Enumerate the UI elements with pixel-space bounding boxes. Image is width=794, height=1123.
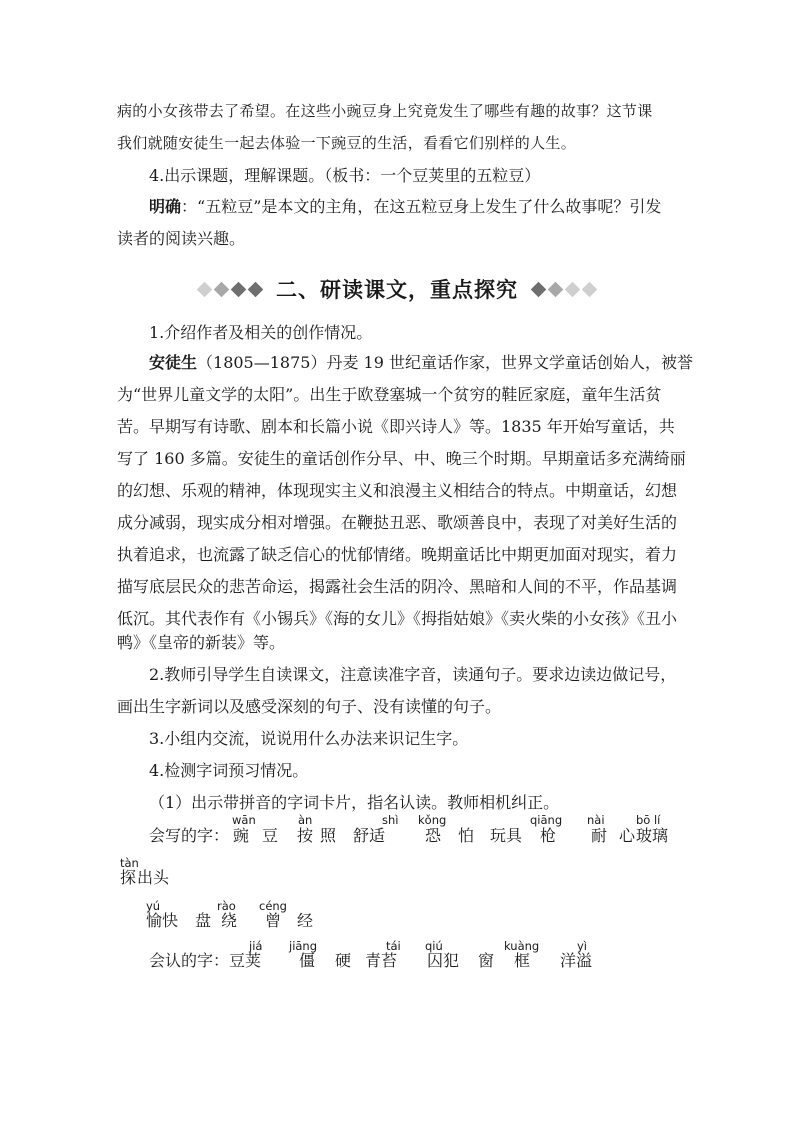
- clarify-line-1: [149, 196, 661, 218]
- pinyin-qiu: qiú: [425, 939, 443, 953]
- item-2-line-2: 画出生字新词以及感受深刻的句子、没有读懂的句子。: [117, 697, 502, 716]
- intro-item-4: 4.出示课题，理解课题。（板书：一个豆荚里的五粒豆）: [149, 166, 541, 185]
- bio-line-6: 成分减弱，现实成分相对增强。在鞭挞丑恶、歌颂善良中，表现了对美好生活的: [117, 513, 678, 532]
- bio-line-9: 低沉。其代表作有《小锡兵》《海的女儿》《拇指姑娘》《卖火柴的小女孩》《丑小: [117, 609, 678, 628]
- char-xin: 心: [619, 826, 636, 845]
- item-2-line-1: 2.教师引导学生自读课文，注意读准字音，读通句子。要求边读边做记号，: [149, 665, 677, 684]
- char-qiufan: 囚犯: [427, 951, 460, 970]
- char-yangyi: 洋溢: [560, 951, 593, 970]
- pinyin-boli: bō lí: [636, 813, 661, 827]
- char-kuang: 框: [514, 951, 531, 970]
- char-kong: 恐: [425, 826, 442, 845]
- bio-line-5: 的幻想、乐观的精神，体现现实主义和浪漫主义相结合的特点。中期童话，幻想: [117, 481, 678, 500]
- section-title: 二、研读课文，重点探究: [276, 278, 518, 302]
- pinyin-kuang: kuàng: [504, 939, 540, 953]
- intro-line-2: 我们就随安徒生一起去体验一下豌豆的生活，看看它们别样的人生。: [117, 134, 577, 152]
- char-qingtai: 青苔: [365, 951, 398, 970]
- bio-line-8: 描写底层民众的悲苦命运，揭露社会生活的阴冷、黑暗和人间的不平，作品基调: [117, 577, 678, 596]
- pinyin-kong: kǒng: [418, 813, 447, 827]
- char-rao: 绕: [221, 911, 238, 930]
- pinyin-jia: jiá: [249, 939, 263, 953]
- char-tan: 探: [120, 868, 137, 887]
- char-chutou: 出头: [137, 868, 170, 887]
- char-ceng: 曾: [265, 911, 282, 930]
- diamond-icon: [531, 281, 547, 297]
- pinyin-tan: tàn: [120, 856, 139, 870]
- char-shushi: 舒适: [353, 826, 386, 845]
- pinyin-yi: yì: [577, 939, 588, 953]
- char-wanju: 玩具: [490, 826, 523, 845]
- pinyin-shi: shì: [382, 813, 399, 827]
- item-1: 1.介绍作者及相关的创作情况。: [149, 323, 373, 342]
- bio-line-4: 写了 160 多篇。安徒生的童话创作分早、中、晚三个时期。早期童话多充满绮丽: [117, 449, 686, 468]
- pinyin-an: àn: [298, 813, 313, 827]
- char-nai: 耐: [591, 826, 608, 845]
- char-chuang: 窗: [478, 951, 495, 970]
- char-jiang: 僵: [299, 951, 316, 970]
- char-pa: 怕: [458, 826, 475, 845]
- pinyin-jiang: jiāng: [289, 939, 318, 953]
- pinyin-qiang: qiāng: [530, 813, 563, 827]
- clarify-label: 明确: [149, 197, 182, 216]
- diamond-icon: [582, 281, 598, 297]
- diamond-icon: [565, 281, 581, 297]
- char-jing: 经: [297, 911, 314, 930]
- bio-line-7: 执着追求，也流露了缺乏信心的忧郁情绪。晚期童话比中期更加面对现实，着力: [117, 545, 678, 564]
- char-yukuai: 愉快: [146, 911, 179, 930]
- char-pan: 盘: [195, 911, 212, 930]
- sub-item-1: （1）出示带拼音的字词卡片，指名认读。教师相机纠正。: [149, 793, 560, 812]
- bio-text-1: （1805—1875）丹麦 19 世纪童话作家，世界文学童话创始人，被誉: [197, 353, 693, 372]
- item-3: 3.小组内交流，说说用什么办法来识记生字。: [149, 729, 469, 748]
- item-4: 4.检测字词预习情况。: [149, 761, 309, 780]
- diamond-icon: [548, 281, 564, 297]
- intro-line-1: 病的小女孩带去了希望。在这些小豌豆身上究竟发生了哪些有趣的故事？这节课: [117, 102, 653, 120]
- pinyin-yu: yú: [146, 899, 161, 913]
- pinyin-wan: wān: [232, 813, 256, 827]
- char-dou: 豆: [262, 826, 279, 845]
- char-boli: 玻璃: [636, 826, 669, 845]
- char-doujia: 豆荚: [229, 951, 262, 970]
- diamond-icon: [248, 281, 264, 297]
- char-zhao: 照: [320, 826, 337, 845]
- clarify-line-2: 读者的阅读兴趣。: [117, 229, 246, 248]
- left-diamond-decoration: [196, 284, 264, 295]
- bio-line-10: 鸭》《皇帝的新装》等。: [117, 633, 286, 652]
- bio-line-3: 苦。早期写有诗歌、剧本和长篇小说《即兴诗人》等。1835 年开始写童话，共: [117, 417, 675, 436]
- bio-line-1: [149, 352, 693, 374]
- author-name: 安徒生: [149, 353, 198, 372]
- diamond-icon: [214, 281, 230, 297]
- char-an: 按: [297, 826, 314, 845]
- right-diamond-decoration: [530, 284, 598, 295]
- diamond-icon: [231, 281, 247, 297]
- section-heading: [0, 272, 794, 306]
- pinyin-nai: nài: [587, 813, 605, 827]
- read-words-label: 会认的字：: [149, 951, 230, 970]
- char-wan: 豌: [233, 826, 250, 845]
- write-words-label: 会写的字：: [149, 826, 230, 845]
- pinyin-tai: tái: [386, 939, 401, 953]
- bio-line-2: 为“世界儿童文学的太阳”。出生于欧登塞城一个贫穷的鞋匠家庭，童年生活贫: [117, 385, 662, 404]
- char-ying: 硬: [335, 951, 352, 970]
- char-qiang: 枪: [540, 826, 557, 845]
- clarify-text-1: ：“五粒豆”是本文的主角，在这五粒豆身上发生了什么故事呢？引发: [181, 197, 662, 216]
- pinyin-ceng: céng: [259, 899, 287, 913]
- diamond-icon: [197, 281, 213, 297]
- pinyin-rao: rào: [217, 899, 236, 913]
